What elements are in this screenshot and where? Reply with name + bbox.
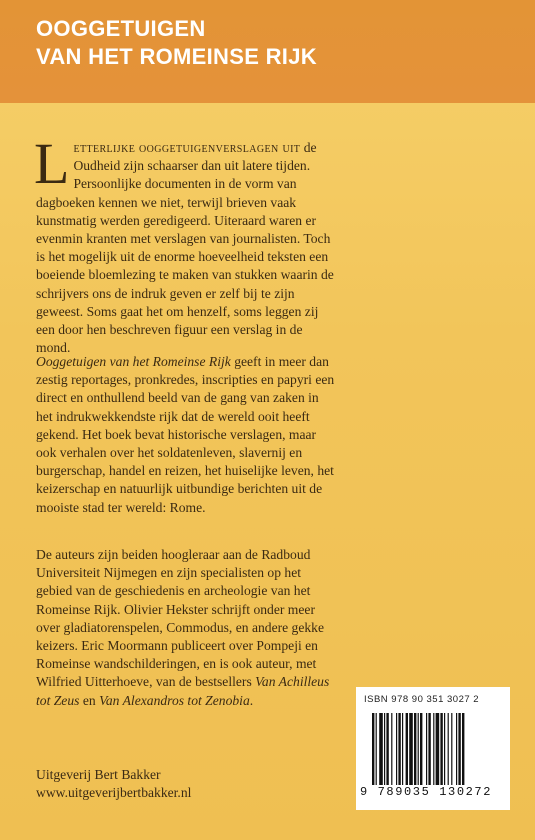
barcode-bar — [433, 713, 434, 785]
other-book-2: Van Alexandros tot Zenobia — [99, 692, 250, 708]
author-bio-and: en — [79, 692, 100, 708]
barcode-bar — [428, 713, 430, 785]
book-title-line-2: VAN HET ROMEINSE RIJK — [36, 44, 317, 69]
barcode-bar — [386, 713, 388, 785]
blurb-paragraph-2-text: geeft in meer dan zestig reportages, pronkredes, inscripties en papyri een direct en onthullend beeld van de gang van zaken in het indrukwekkendste rijk dat de wereld ooit heeft gekend. Het boek bevat historische verslagen, maar ook verhalen over het soldatenleven, slavernij en burgerschap, handel en reizen, het huiselijke leven, het keizerschap en natuurlijk uitbundige berichten uit de mooiste stad ter wereld: Rome. — [36, 354, 335, 515]
isbn-barcode-box — [356, 687, 510, 810]
header-band — [0, 0, 535, 103]
barcode-bar — [406, 713, 408, 785]
drop-cap: L — [34, 131, 70, 196]
barcode-bar — [462, 713, 464, 785]
blurb-paragraph-1-text: de Oudheid zijn schaarser dan uit latere tijden. Persoonlijke documenten in de vorm van dagboeken kennen we niet, terwijl brieven vaak kunstmatig werden geredigeerd. Uiteraard waren er evenmin kranten met verslagen van journalisten. Toch is het mogelijk uit de enorme hoeveelheid teksten een boeiende bloemlezing te maken van stukken waarin de schrijvers ons de indruk geven er zelf bij te zijn geweest. Soms gaat het om henzelf, soms leggen zij een door hen beschreven figuur een verslag in de mond. — [36, 140, 334, 356]
barcode-bar — [420, 713, 422, 785]
barcode-bar — [396, 713, 397, 785]
barcode-bar — [448, 713, 449, 785]
barcode-bar — [426, 713, 427, 785]
other-book-1: Van Achilleus tot Zeus — [36, 674, 330, 708]
barcode-bar — [436, 713, 440, 785]
barcode-bar — [458, 713, 460, 785]
barcode-bar — [418, 713, 419, 785]
barcode-bar — [391, 713, 392, 785]
barcode-bar — [456, 713, 457, 785]
barcode-bar — [414, 713, 416, 785]
blurb-paragraph-2 — [36, 353, 336, 517]
author-bio-end: . — [249, 692, 254, 708]
barcode-bar — [398, 713, 400, 785]
barcode-bar — [376, 713, 377, 785]
isbn-label: ISBN 978 90 351 3027 2 — [364, 694, 480, 705]
author-bio-text: De auteurs zijn beiden hoogleraar aan de Radboud Universiteit Nijmegen en zijn specialisten op het gebied van de geschiedenis en archeologie van het Romeinse Rijk. Olivier Hekster schrijft onder meer over gladiatorenspelen, Commodus, en andere gekke keizers. Eric Moormann publiceert over Pompeji en Romeinse wandschilderingen, en is ook auteur, met Wilfried Uitterhoeve, van de bestsellers — [36, 547, 325, 690]
publisher-name: Uitgeverij Bert Bakker — [36, 767, 161, 782]
barcode-bar — [440, 713, 442, 785]
barcode-bar — [409, 713, 413, 785]
barcode-bar — [372, 713, 374, 785]
publisher-block — [36, 766, 191, 802]
barcode-digits: 9 789035 130272 — [360, 785, 493, 799]
barcode-bar — [444, 713, 445, 785]
barcode-graphic — [370, 713, 500, 785]
book-title-italic: Ooggetuigen van het Romeinse Rijk — [36, 354, 231, 369]
barcode-bar — [379, 713, 383, 785]
barcode-bar — [451, 713, 452, 785]
publisher-url: www.uitgeverijbertbakker.nl — [36, 785, 192, 801]
book-title-line-1: OOGGETUIGEN — [36, 16, 206, 41]
blurb-opening-smallcaps: etterlijke ooggetuigenverslagen uit — [73, 140, 301, 155]
barcode-bar — [402, 713, 403, 785]
barcode-bar — [384, 713, 385, 785]
author-bio — [36, 546, 336, 710]
blurb-paragraph-1 — [34, 131, 336, 357]
